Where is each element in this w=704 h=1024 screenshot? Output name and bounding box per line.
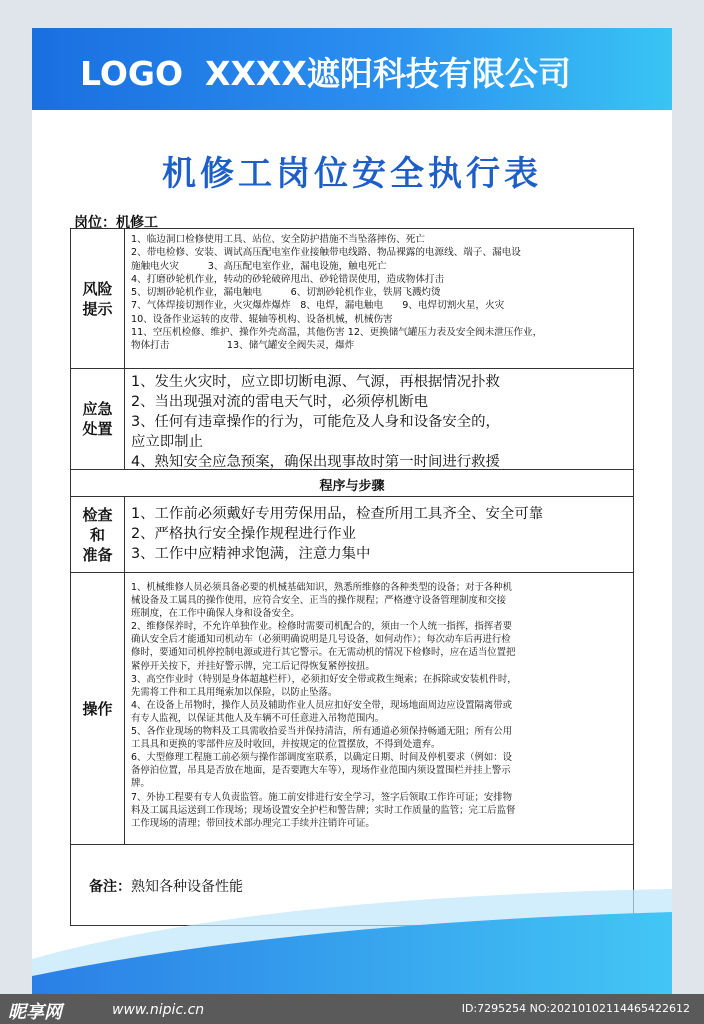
- operation-line: 料及工属具运送到工作现场；现场设置安全护栏和警告牌；实时工作质量的监管；完工后监督: [131, 804, 516, 816]
- procedure-title: 程序与步骤: [319, 479, 385, 494]
- emergency-label-line: 应急: [82, 400, 113, 418]
- risk-line: 施触电火灾 3、高压配电室作业，漏电设施，触电死亡: [131, 260, 387, 272]
- risk-label: [71, 229, 125, 368]
- watermark-brand: 昵享网: [8, 1002, 62, 1023]
- risk-label-line: 提示: [82, 299, 113, 318]
- operation-line: 5、各作业现场的物料及工具需收拾妥当并保持清洁，所有通道必须保持畅通无阻；所有公用: [131, 726, 512, 738]
- emergency-label-line: 处置: [82, 420, 113, 438]
- header-banner: [32, 28, 672, 110]
- check-content: [131, 504, 629, 564]
- risk-row: [71, 229, 633, 369]
- operation-line: 2、维修保养时，不允许单独作业。检修时需要司机配合的，须由一个人统一指挥，指挥者要: [131, 621, 512, 633]
- remark-label: 备注：: [89, 879, 131, 895]
- check-label-line: 和: [89, 525, 105, 544]
- operation-line: 7、外协工程要有专人负责监管。施工前安排进行安全学习，签字后领取工作许可证；安排物: [131, 791, 512, 803]
- risk-line: 11、空压机检修、维护、操作外壳高温，其他伤害 12、更换储气罐压力表及安全阀未泄压作业，: [131, 327, 543, 339]
- risk-line: 2、带电检修、安装、调试高压配电室作业接触带电线路、物品裸露的电源线、端子、漏电设: [131, 247, 521, 259]
- procedure-header-row: [71, 470, 633, 497]
- operation-line: 修时，要通知司机停控制电源或进行其它警示。在无需动机的情况下检修时，应在适当位置把: [131, 647, 516, 659]
- emergency-line: 4、熟知安全应急预案，确保出现事故时第一时间进行救援: [131, 454, 500, 470]
- operation-line: 械设备及工属具的操作使用，应符合安全、正当的操作规程；严格遵守设备管理制度和交接: [131, 595, 507, 607]
- check-label: [71, 497, 125, 572]
- operation-line: 有专人监视，以保证其他人及车辆不可任意进入吊物范围内。: [131, 712, 385, 724]
- check-line: 1、工作前必须戴好专用劳保用品，检查所用工具齐全、安全可靠: [131, 506, 544, 522]
- check-line: 3、工作中应精神求饱满，注意力集中: [131, 546, 371, 562]
- operation-line: 牌。: [131, 778, 150, 790]
- remark-text: 熟知各种设备性能: [131, 879, 243, 895]
- operation-line: 工作现场的清理；带回技术部办理完工手续并注销许可证。: [131, 817, 375, 829]
- safety-table: [70, 228, 634, 926]
- operation-line: 备停泊位置，吊具是否放在地面，是否要跑大车等），现场作业范围内须设置围栏并挂上警示: [131, 765, 511, 777]
- operation-row: [71, 573, 633, 845]
- operation-line: 班制度，在工作中确保人身和设备安全。: [131, 608, 300, 620]
- operation-line: 紧停开关按下，并挂好警示牌，完工后记得恢复紧停按扭。: [131, 660, 375, 672]
- header-text: [80, 48, 571, 95]
- emergency-line: 应立即制止: [131, 434, 203, 450]
- operation-line: 1、机械维修人员必须具备必要的机械基础知识，熟悉所维修的各种类型的设备；对于各种机: [131, 582, 512, 593]
- safety-board: [32, 28, 672, 994]
- emergency-content: [131, 372, 629, 472]
- emergency-label: [71, 369, 125, 469]
- check-row: [71, 497, 633, 573]
- risk-line: 5、切割砂轮机作业，漏电触电 6、切割砂轮机作业，铁屑飞溅灼烫: [131, 287, 441, 299]
- check-label-line: 准备: [82, 545, 113, 564]
- watermark-site: www.nipic.cn: [112, 1002, 205, 1018]
- page-title: 机修工岗位安全执行表: [162, 154, 542, 194]
- operation-line: 工具具和更换的零部件应及时收回，并按规定的位置摆放，不得到处遗弃。: [131, 739, 441, 751]
- risk-line: 4、打磨砂轮机作业，转动的砂轮破碎甩出、砂轮错误使用，造成物体打击: [131, 273, 445, 285]
- risk-line: 1、临边洞口检修使用工具、站位、安全防护措施不当坠落摔伤、死亡: [131, 234, 425, 245]
- emergency-line: 1、发生火灾时，应立即切断电源、气源，再根据情况扑救: [131, 374, 500, 390]
- risk-line: 物体打击 13、储气罐安全阀失灵，爆炸: [131, 340, 355, 352]
- decorative-wave: [32, 884, 672, 994]
- emergency-line: 3、任何有违章操作的行为，可能危及人身和设备安全的，: [131, 414, 500, 430]
- watermark-id: ID:7295254 NO:20210102114465422612: [461, 1002, 690, 1015]
- logo-text: LOGO: [80, 54, 184, 93]
- post-label: 岗位：机修工: [74, 215, 158, 231]
- operation-line: 6、大型修理工程施工前必须与操作部调度室联系，以确定日期、时间及停机要求（例如：设: [131, 752, 512, 764]
- company-name: XXXX遮阳科技有限公司: [205, 54, 571, 93]
- check-label-line: 检查: [82, 505, 113, 524]
- footer-bar: [0, 994, 704, 1024]
- operation-line: 确认安全后才能通知司机动车（必须明确说明是几号设备，如何动作）；每次动车后再进行检: [131, 634, 511, 646]
- operation-label: 操作: [71, 573, 125, 844]
- emergency-row: [71, 369, 633, 470]
- operation-line: 3、高空作业时（特别是身体超越栏杆），必须扣好安全带或救生绳索；在拆除或安装机件时，: [131, 673, 517, 685]
- risk-line: 7、气体焊接切割作业，火灾爆炸爆炸 8、电焊，漏电触电 9、电焊切割火星，火灾: [131, 300, 505, 312]
- operation-line: 先需将工件和工具用绳索加以保险，以防止坠落。: [131, 686, 338, 698]
- risk-label-line: 风险: [82, 279, 113, 298]
- risk-line: 10、设备作业运转的皮带、辊轴等机构、设备机械，机械伤害: [131, 313, 393, 325]
- operation-content: [131, 581, 629, 830]
- emergency-line: 2、当出现强对流的雷电天气时，必须停机断电: [131, 394, 428, 410]
- risk-content: [131, 233, 629, 353]
- check-line: 2、严格执行安全操作规程进行作业: [131, 526, 357, 542]
- operation-line: 4、在设备上吊物时，操作人员及辅助作业人员应扣好安全带，现场地面周边应设置隔离带或: [131, 699, 512, 711]
